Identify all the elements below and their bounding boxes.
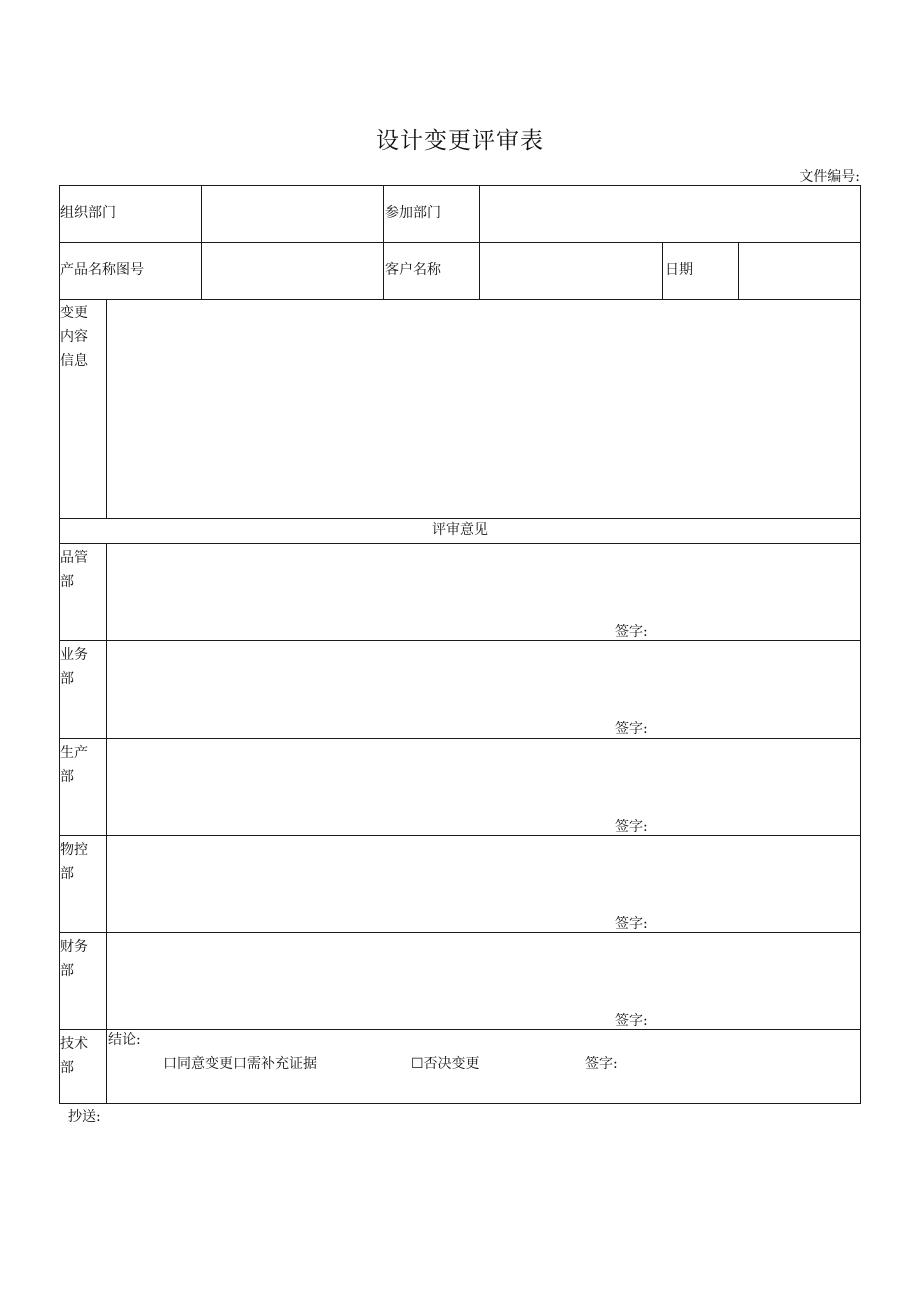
signature-label: 签字: [615, 624, 648, 640]
col-divider [106, 299, 107, 518]
border-top [59, 185, 861, 186]
org-dept-label: 组织部门 [60, 205, 116, 221]
row-divider [59, 932, 861, 933]
col-divider [383, 185, 384, 299]
col-divider [738, 242, 739, 299]
signature-label: 签字: [615, 916, 648, 932]
col-divider [106, 543, 107, 1104]
row-divider [59, 242, 861, 243]
file-number-label: 文件编号: [799, 169, 860, 185]
row-divider [59, 299, 861, 300]
col-divider [201, 185, 202, 299]
signature-label: 签字: [615, 721, 648, 737]
dept-label-finance: 财务 部 [60, 939, 88, 979]
row-divider [59, 1029, 861, 1030]
conclusion-label: 结论: [108, 1032, 141, 1048]
option-reject[interactable]: ☐否决变更 [411, 1056, 480, 1072]
customer-label: 客户名称 [385, 262, 441, 278]
change-info-label: 变更 内容 信息 [60, 305, 88, 369]
dept-label-sales: 业务 部 [60, 647, 88, 687]
col-divider [662, 242, 663, 299]
product-label: 产品名称图号 [60, 262, 144, 278]
dept-label-production: 生产 部 [60, 745, 88, 785]
dept-label-material: 物控 部 [60, 842, 88, 882]
dept-label-qa: 品管 部 [60, 550, 88, 590]
review-header: 评审意见 [432, 522, 488, 538]
cc-label: 抄送: [68, 1109, 101, 1125]
row-divider [59, 640, 861, 641]
page-title: 设计变更评审表 [376, 128, 544, 154]
option-approve-or-evidence[interactable]: 口同意变更口需补充证据 [163, 1056, 317, 1072]
border-bottom [59, 1103, 861, 1104]
row-divider [59, 835, 861, 836]
border-right [860, 185, 861, 1104]
col-divider [479, 185, 480, 299]
signature-label: 签字: [615, 1013, 648, 1029]
signature-label: 签字: [615, 819, 648, 835]
tech-signature-label: 签字: [585, 1056, 618, 1072]
row-divider [59, 543, 861, 544]
row-divider [59, 738, 861, 739]
date-label: 日期 [665, 262, 693, 278]
join-dept-label: 参加部门 [385, 205, 441, 221]
dept-label-tech: 技术 部 [60, 1036, 88, 1076]
review-form-table [59, 185, 861, 1104]
